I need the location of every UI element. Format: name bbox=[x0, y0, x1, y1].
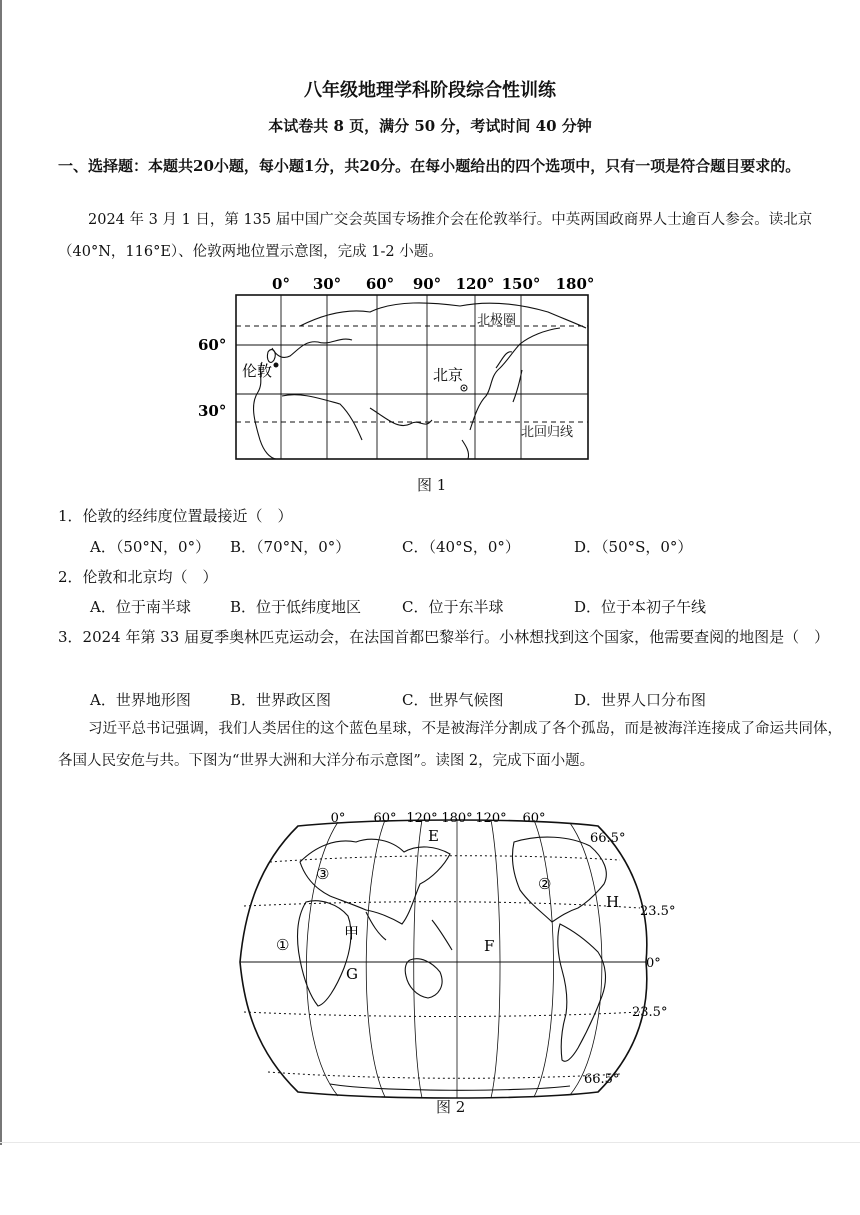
figure-2-map bbox=[0, 800, 860, 1100]
figure-1-caption: 图 1 bbox=[417, 476, 447, 494]
figure-2-caption: 图 2 bbox=[436, 1098, 466, 1116]
option-a[interactable]: A．位于南半球 bbox=[90, 598, 191, 616]
arctic-circle-label: 北极圈 bbox=[477, 313, 517, 328]
map1-lon-label: 30° bbox=[312, 275, 342, 293]
map1-lon-label: 120° bbox=[455, 275, 495, 293]
option-c[interactable]: C．位于东半球 bbox=[402, 598, 504, 616]
map2-marker: E bbox=[428, 827, 439, 845]
map1-lat-label: 60° bbox=[198, 336, 227, 354]
map2-marker: ③ bbox=[316, 865, 330, 883]
question-2-stem: 2．伦敦和北京均（ ） bbox=[58, 568, 218, 586]
map2-lat-label: 0° bbox=[646, 956, 661, 971]
intro-paragraph-2: 习近平总书记强调，我们人类居住的这个蓝色星球，不是被海洋分割成了各个孤岛，而是被海洋连接成了命运共同体，各国人民安危与共。下图为“世界大洲和大洋分布示意图”。读图 2，完成下面小题。 bbox=[58, 721, 842, 769]
figure-1-map bbox=[0, 272, 860, 462]
map2-marker: G bbox=[346, 965, 358, 983]
beijing-label: 北京 bbox=[433, 366, 464, 384]
option-c[interactable]: C．世界气候图 bbox=[402, 691, 504, 709]
map2-lat-label: 66.5° bbox=[590, 831, 626, 846]
question-3-stem: 3．2024 年第 33 届夏季奥林匹克运动会，在法国首都巴黎举行。小林想找到这个国家，他需要查阅的地图是（ ） bbox=[58, 628, 830, 646]
option-d[interactable]: D．（50°S，0°） bbox=[574, 538, 693, 556]
option-b[interactable]: B．位于低纬度地区 bbox=[230, 598, 362, 616]
option-b[interactable]: B．世界政区图 bbox=[230, 691, 332, 709]
map2-lon-label: 120° bbox=[406, 811, 438, 826]
map2-lon-label: 120° bbox=[475, 811, 507, 826]
map2-coastlines bbox=[298, 837, 607, 1090]
map2-lat-label: 66.5° bbox=[584, 1072, 620, 1087]
london-label: 伦敦 bbox=[242, 362, 273, 380]
map1-lon-label: 90° bbox=[412, 275, 442, 293]
tropic-of-cancer-label: 北回归线 bbox=[521, 425, 574, 440]
page-bottom-edge bbox=[0, 1142, 860, 1143]
page-title: 八年级地理学科阶段综合性训练 bbox=[304, 80, 556, 101]
map1-lon-label: 0° bbox=[272, 275, 290, 293]
map2-marker: 甲 bbox=[344, 924, 360, 942]
london-point bbox=[274, 363, 279, 368]
map1-lon-label: 180° bbox=[555, 275, 595, 293]
map2-lon-label: 60° bbox=[373, 811, 397, 826]
map1-lon-label: 60° bbox=[365, 275, 395, 293]
map2-parallels bbox=[244, 856, 640, 1079]
map2-lat-label: 23.5° bbox=[632, 1005, 668, 1020]
map2-lon-label: 60° bbox=[522, 811, 546, 826]
map1-lon-label: 150° bbox=[501, 275, 541, 293]
option-a[interactable]: A．世界地形图 bbox=[90, 691, 191, 709]
map2-marker: F bbox=[484, 937, 495, 955]
section-heading: 一、选择题：本题共20小题，每小题1分，共20分。在每小题给出的四个选项中，只有一项是符合题目要求的。 bbox=[58, 157, 801, 175]
map1-lat-label: 30° bbox=[198, 402, 227, 420]
map2-lat-label: 23.5° bbox=[640, 904, 676, 919]
option-d[interactable]: D．位于本初子午线 bbox=[574, 598, 707, 616]
question-1-stem: 1．伦敦的经纬度位置最接近（ ） bbox=[58, 507, 293, 525]
map2-marker: H bbox=[606, 893, 620, 911]
page-subtitle: 本试卷共 8 页，满分 50 分，考试时间 40 分钟 bbox=[268, 117, 592, 135]
map2-meridians bbox=[306, 820, 601, 1098]
intro-paragraph-1: 2024 年 3 月 1 日，第 135 届中国广交会英国专场推介会在伦敦举行。中英两国政商界人士逾百人参会。读北京（40°N，116°E）、伦敦两地位置示意图，完成 1-2 小题。 bbox=[58, 212, 813, 260]
option-c[interactable]: C．（40°S，0°） bbox=[402, 538, 520, 556]
map2-lon-label: 180° bbox=[441, 811, 473, 826]
option-d[interactable]: D．世界人口分布图 bbox=[574, 691, 707, 709]
option-a[interactable]: A．（50°N，0°） bbox=[90, 538, 211, 556]
map2-marker: ① bbox=[276, 936, 290, 954]
map2-marker: ② bbox=[538, 875, 552, 893]
map2-lon-label: 0° bbox=[330, 811, 346, 826]
option-b[interactable]: B．（70°N，0°） bbox=[230, 538, 351, 556]
